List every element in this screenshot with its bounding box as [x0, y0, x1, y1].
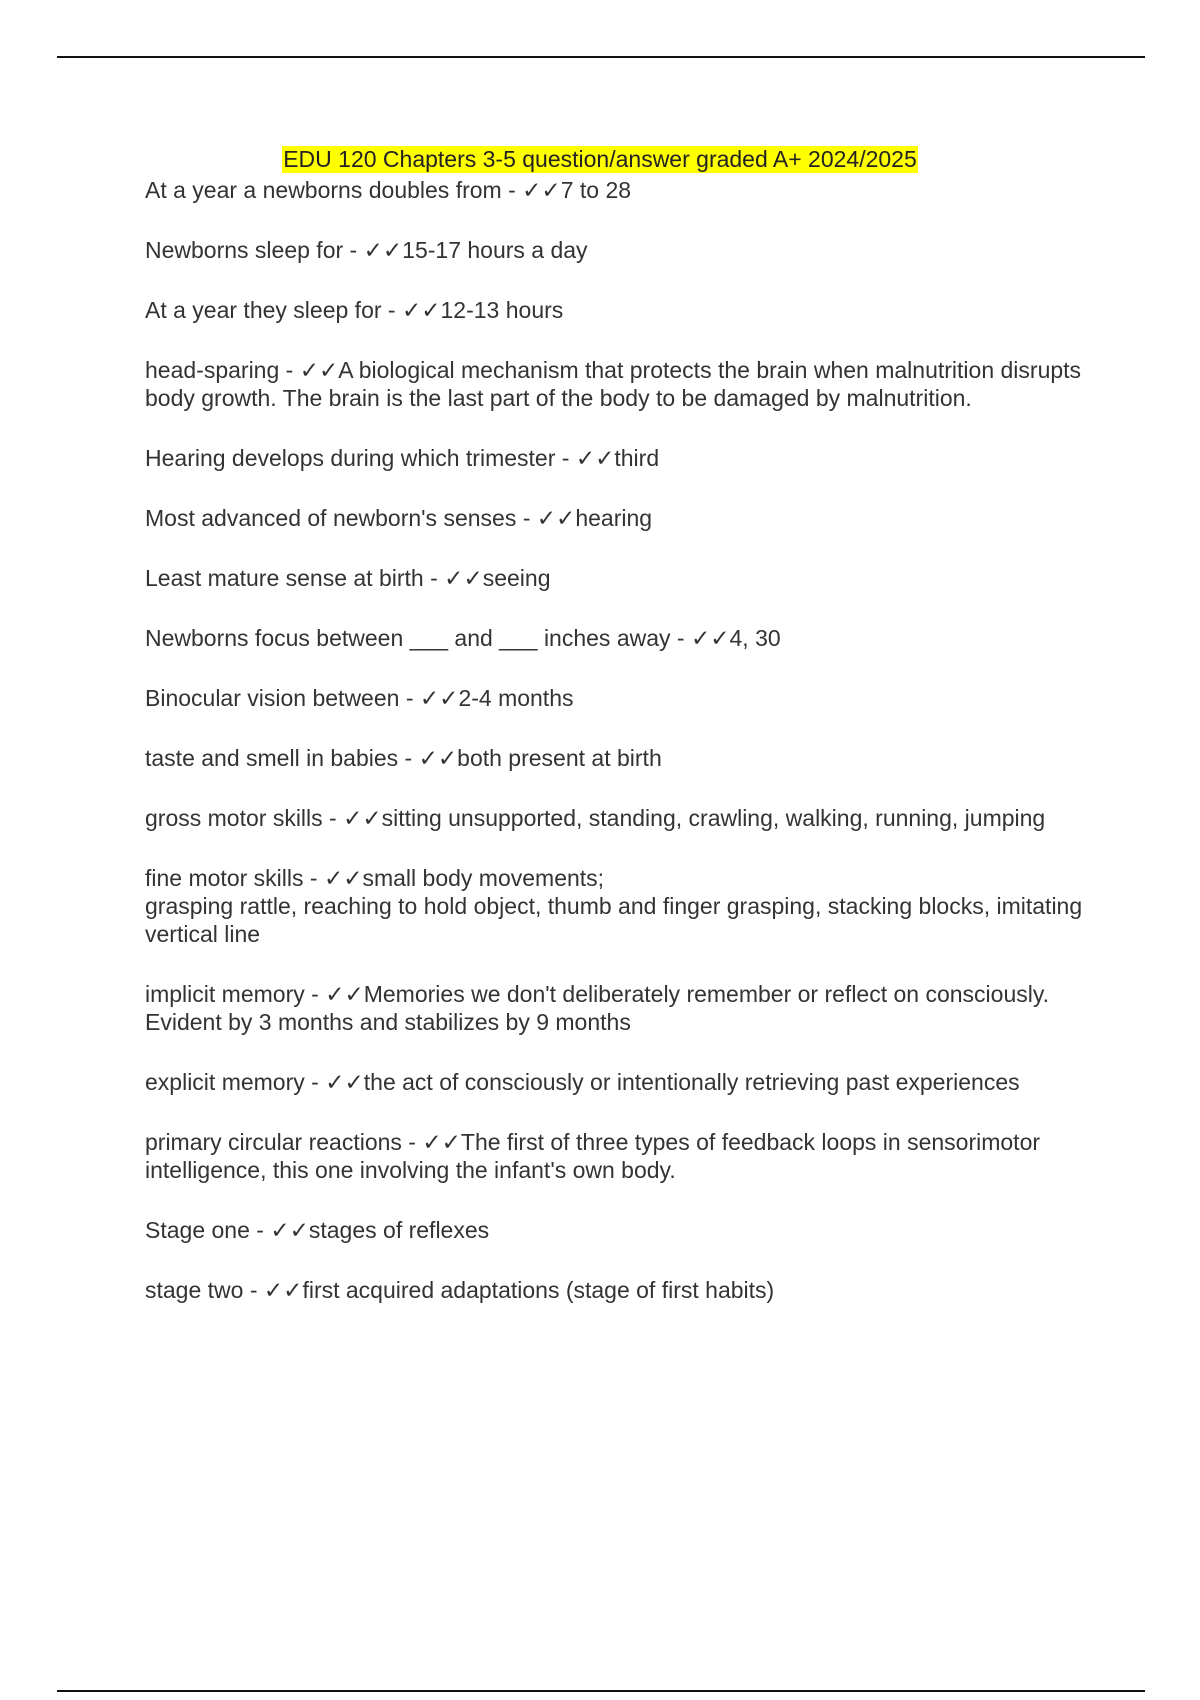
answer-text: Memories we don't deliberately remember or reflect on consciously. Evident by 3 months and stabilizes by 9 months: [145, 981, 1050, 1035]
check-marks-icon: ✓✓: [363, 237, 403, 263]
answer-text: first acquired adaptations (stage of first habits): [302, 1277, 775, 1303]
check-marks-icon: ✓✓: [444, 565, 483, 591]
question-text: implicit memory: [145, 981, 305, 1007]
separator: -: [304, 981, 326, 1007]
answer-text: sitting unsupported, standing, crawling, walking, running, jumping: [381, 805, 1046, 831]
qa-item: [145, 356, 1090, 412]
qa-item: [145, 684, 1090, 712]
question-text: taste and smell in babies: [145, 745, 399, 771]
question-text: stage two: [145, 1277, 244, 1303]
answer-text: third: [614, 445, 660, 471]
question-text: explicit memory: [145, 1069, 305, 1095]
answer-text: A biological mechanism that protects the brain when malnutrition disrupts body growth. The brain is the last part of the body to be damaged by malnutrition.: [145, 357, 1082, 411]
separator: -: [303, 865, 324, 891]
qa-item: [145, 236, 1090, 264]
question-text: Binocular vision between: [145, 685, 400, 711]
qa-item: [145, 444, 1090, 472]
answer-text: 4, 30: [729, 625, 781, 651]
qa-item: [145, 296, 1090, 324]
qa-item: [145, 744, 1090, 772]
qa-item: [145, 1216, 1090, 1244]
answer-text: small body movements;: [362, 865, 605, 891]
separator: -: [343, 237, 364, 263]
answer-text: 2-4 months: [458, 685, 574, 711]
qa-list: [145, 176, 1090, 1336]
answer-text: hearing: [575, 505, 653, 531]
question-text: Newborns sleep for: [145, 237, 344, 263]
check-marks-icon: ✓✓: [325, 1069, 364, 1095]
question-text: Most advanced of newborn's senses: [145, 505, 517, 531]
question-text: head-sparing: [145, 357, 280, 383]
separator: -: [423, 565, 445, 591]
separator: -: [555, 445, 576, 471]
check-marks-icon: ✓✓: [522, 177, 561, 203]
top-rule: [57, 56, 1145, 58]
separator: -: [279, 357, 300, 383]
qa-item: [145, 980, 1090, 1036]
question-text: Stage one: [145, 1217, 250, 1243]
answer-text: 15-17 hours a day: [402, 237, 588, 263]
question-text: fine motor skills: [145, 865, 304, 891]
separator: -: [322, 805, 344, 831]
separator: -: [381, 297, 402, 323]
question-text: Least mature sense at birth: [145, 565, 424, 591]
separator: -: [243, 1277, 264, 1303]
bottom-rule: [57, 1690, 1145, 1692]
check-marks-icon: ✓✓: [418, 745, 458, 771]
question-text: gross motor skills: [145, 805, 323, 831]
document-title: EDU 120 Chapters 3-5 question/answer graded A+ 2024/2025: [283, 146, 917, 172]
answer-text: the act of consciously or intentionally retrieving past experiences: [363, 1069, 1020, 1095]
separator: -: [516, 505, 537, 531]
answer-text: 12-13 hours: [440, 297, 564, 323]
question-text: Newborns focus between ___ and ___ inches away: [145, 625, 671, 651]
separator: -: [670, 625, 691, 651]
check-marks-icon: ✓✓: [325, 981, 364, 1007]
separator: -: [398, 745, 419, 771]
question-text: primary circular reactions: [145, 1129, 402, 1155]
check-marks-icon: ✓✓: [401, 297, 441, 323]
answer-text-continued: grasping rattle, reaching to hold object, thumb and finger grasping, stacking blocks, imitating vertical line: [145, 893, 1083, 947]
check-marks-icon: ✓✓: [422, 1129, 461, 1155]
qa-item: [145, 1068, 1090, 1096]
qa-item: [145, 1276, 1090, 1304]
answer-text: seeing: [482, 565, 551, 591]
answer-text: 7 to 28: [560, 177, 632, 203]
check-marks-icon: ✓✓: [263, 1277, 303, 1303]
qa-item: [145, 504, 1090, 532]
title-container: [0, 146, 1200, 173]
answer-text: both present at birth: [457, 745, 662, 771]
qa-item: [145, 176, 1090, 204]
check-marks-icon: ✓✓: [343, 805, 382, 831]
check-marks-icon: ✓✓: [323, 865, 363, 891]
question-text: At a year they sleep for: [145, 297, 382, 323]
qa-item: [145, 564, 1090, 592]
separator: -: [399, 685, 420, 711]
question-text: Hearing develops during which trimester: [145, 445, 556, 471]
check-marks-icon: ✓✓: [690, 625, 730, 651]
separator: -: [401, 1129, 423, 1155]
answer-text: The first of three types of feedback loops in sensorimotor intelligence, this one involving the infant's own body.: [145, 1129, 1041, 1183]
check-marks-icon: ✓✓: [299, 357, 339, 383]
qa-item: [145, 1128, 1090, 1184]
separator: -: [501, 177, 523, 203]
check-marks-icon: ✓✓: [575, 445, 615, 471]
separator: -: [249, 1217, 271, 1243]
check-marks-icon: ✓✓: [270, 1217, 309, 1243]
answer-text: stages of reflexes: [308, 1217, 490, 1243]
separator: -: [304, 1069, 326, 1095]
check-marks-icon: ✓✓: [536, 505, 576, 531]
question-text: At a year a newborns doubles from: [145, 177, 502, 203]
qa-item: [145, 864, 1090, 948]
check-marks-icon: ✓✓: [419, 685, 459, 711]
qa-item: [145, 624, 1090, 652]
qa-item: [145, 804, 1090, 832]
